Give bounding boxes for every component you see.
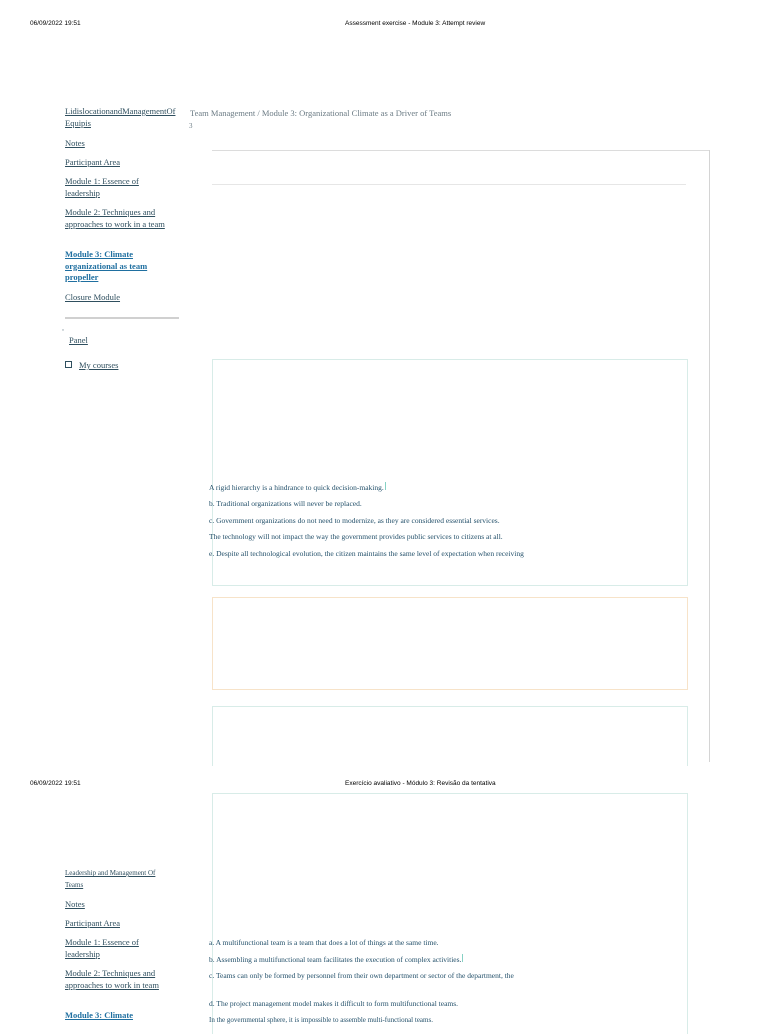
sidebar-item-participant-area[interactable]: Participant Area	[65, 157, 120, 167]
sidebar-item-module-3-2[interactable]: Module 3: Climate	[65, 1010, 133, 1020]
page-break	[0, 766, 768, 775]
caret-icon-2	[462, 954, 463, 962]
sidebar-item-panel[interactable]: Panel	[69, 335, 88, 345]
content-top-border	[212, 150, 709, 151]
content-divider	[212, 184, 686, 185]
answer-option-c[interactable]: c. Government organizations do not need to modernize, as they are considered essential services.	[209, 516, 500, 525]
caret-icon	[385, 482, 386, 490]
sidebar-item-participant-area-2[interactable]: Participant Area	[65, 918, 120, 928]
print-page-title: Assessment exercise - Module 3: Attempt review	[345, 20, 486, 27]
print-datetime-2: 06/09/2022 19:51	[30, 780, 81, 787]
sidebar-item-closure-module[interactable]: Closure Module	[65, 292, 121, 302]
answer-option-a[interactable]: A rigid hierarchy is a hindrance to quick decision-making.	[209, 483, 384, 492]
answer-option-a-2[interactable]: a. A multifunctional team is a team that does a lot of things at the same time.	[209, 938, 439, 947]
sidebar-separator	[65, 317, 179, 319]
course-title-link[interactable]: LidislocationandManagementOf Equipis	[65, 106, 176, 128]
sidebar-item-module-1-2[interactable]: Module 1: Essence of leadership	[65, 937, 139, 959]
answer-option-d[interactable]: The technology will not impact the way the government provides public services to citizens at all.	[209, 532, 503, 541]
question-panel-2	[212, 793, 688, 1034]
answer-option-c-2[interactable]: c. Teams can only be formed by personnel from their own department or sector of the department, the	[209, 971, 514, 980]
content-right-border	[709, 150, 710, 762]
breadcrumb	[190, 108, 451, 118]
print-page-title-2: Exercício avaliativo - Módulo 3: Revisão da tentativa	[345, 780, 496, 787]
print-datetime: 06/09/2022 19:51	[30, 20, 81, 27]
sidebar-item-module-2[interactable]: Module 2: Techniques and approaches to work in a team	[65, 207, 165, 229]
answer-option-b[interactable]: b. Traditional organizations will never be replaced.	[209, 499, 362, 508]
sidebar-item-my-courses-label: My courses	[79, 360, 119, 370]
answer-option-d-2[interactable]: d. The project management model makes it difficult to form multifunctional teams.	[209, 999, 459, 1008]
answer-option-e[interactable]: e. Despite all technological evolution, the citizen maintains the same level of expectation when receiving	[209, 549, 524, 558]
answer-option-e-2[interactable]: In the governmental sphere, it is impossible to assemble multi-functional teams.	[209, 1016, 433, 1024]
sidebar-item-module-1[interactable]: Module 1: Essence of leadership	[65, 176, 139, 198]
square-icon	[65, 361, 72, 368]
sidebar-item-module-3[interactable]: Module 3: Climate organizational as team propeller	[65, 249, 148, 282]
sidebar-item-my-courses[interactable]	[65, 355, 118, 373]
feedback-panel	[212, 597, 688, 690]
sidebar-item-notes[interactable]: Notes	[65, 138, 85, 148]
breadcrumb-page-number: 3	[189, 122, 193, 130]
sidebar-item-notes-2[interactable]: Notes	[65, 899, 85, 909]
sidebar-item-module-2-2[interactable]: Module 2: Techniques and approaches to work in team	[65, 968, 159, 990]
stray-mark: ˆ	[62, 330, 64, 336]
next-question-panel	[212, 706, 688, 767]
answer-option-b-2[interactable]: b. Assembling a multifunctional team facilitates the execution of complex activities.	[209, 955, 462, 964]
course-sidebar	[65, 106, 195, 129]
course-title-link-2[interactable]: Leadership and Management Of Teams	[65, 869, 156, 889]
breadcrumb-text[interactable]: Team Management / Module 3: Organizational Climate as a Driver of Teams	[190, 108, 452, 118]
